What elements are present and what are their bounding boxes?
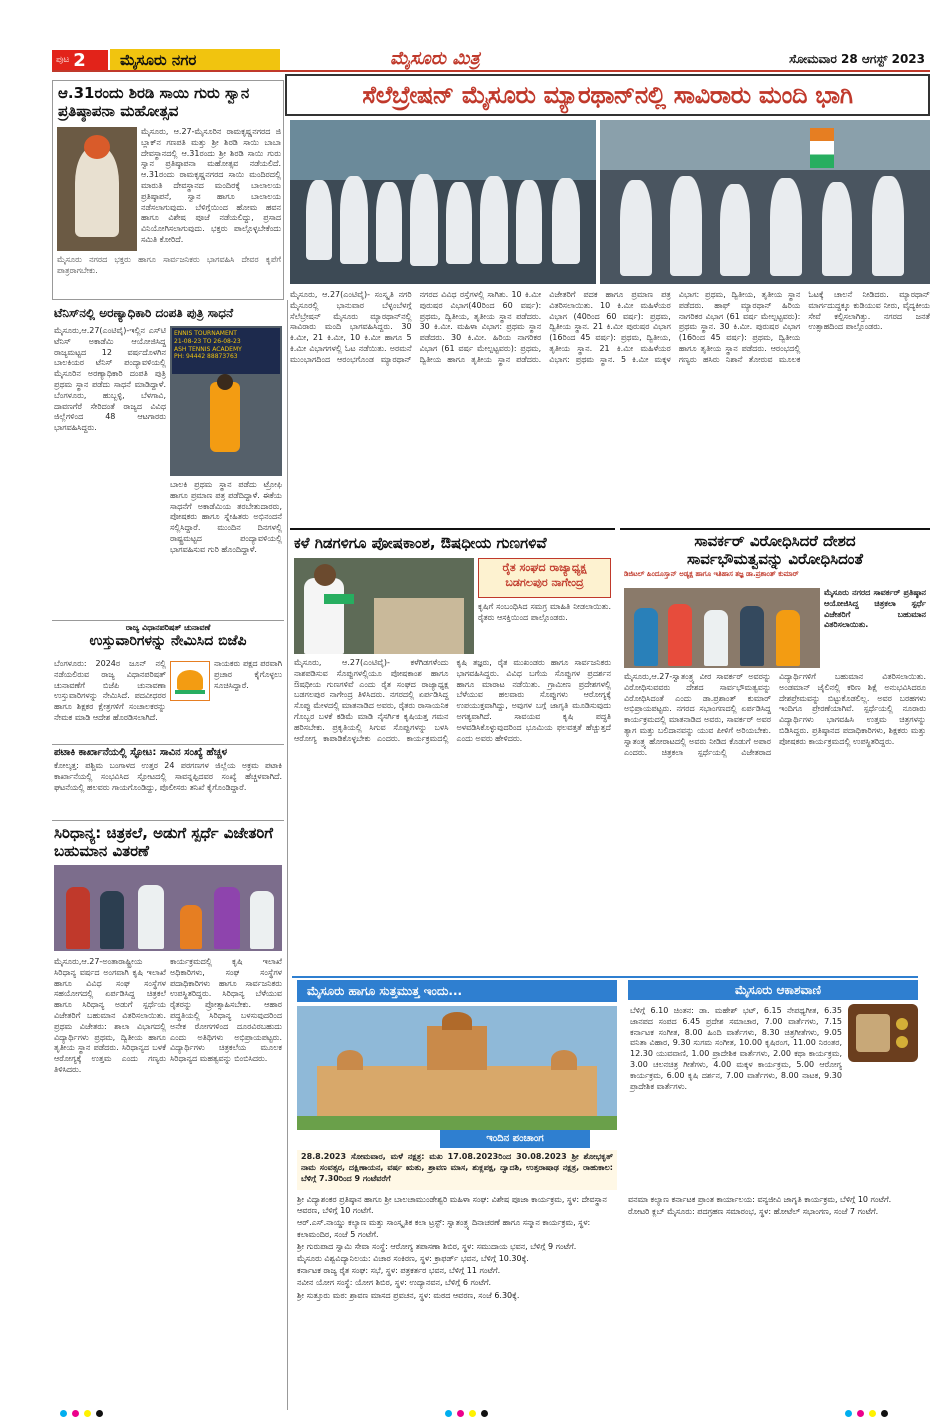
- story-siridhanya-body: ಮೈಸೂರು,ಆ.27-ಅಂತಾರಾಷ್ಟ್ರೀಯ ಸಿರಿಧಾನ್ಯ ವರ್ಷದ ಅಂಗವಾಗಿ ಕೃಷಿ ಇಲಾಖೆ ಹಾಗೂ ವಿವಿಧ ಸಂಘ ಸಂಸ್ಥೆಗಳ ಸಹಯೋಗದಲ್ಲಿ ಏರ್ಪಡಿಸಿದ್ದ ಚಿತ್ರಕಲೆ ಹಾಗೂ ಸಿರಿಧಾನ್ಯ ಅಡುಗೆ ಸ್ಪರ್ಧೆಯ ವಿಜೇತರಿಗೆ ಬಹುಮಾನ ವಿತರಿಸಲಾಯಿತು. ಪ್ರಥಮ ವಿಜೇತರು: ಶಾಲಾ ವಿಭಾಗದಲ್ಲಿ ವಿದ್ಯಾರ್ಥಿಗಳು ಪ್ರಥಮ, ದ್ವಿತೀಯ ಹಾಗೂ ತೃತೀಯ ಸ್ಥಾನ ಪಡೆದರು. ಸಿರಿಧಾನ್ಯದ ಬಳಕೆ ಆರೋಗ್ಯಕ್ಕೆ ಉತ್ತಮ ಎಂದು ಗಣ್ಯರು ತಿಳಿಸಿದರು.: [54, 957, 166, 1074]
- registration-dots-center: [445, 1410, 488, 1418]
- page-number: 2: [73, 49, 86, 71]
- story-stopper: [52, 744, 284, 816]
- story-farmer-body-top: ಕೃಷಿಗೆ ಸಂಬಂಧಿಸಿದ ಸಮಗ್ರ ಮಾಹಿತಿ ನೀಡಲಾಯಿತು. ರೈತರು ಆಸಕ್ತಿಯಿಂದ ಪಾಲ್ಗೊಂಡರು.: [478, 602, 611, 622]
- tennis-photo: [170, 326, 282, 476]
- story-farmer-subtitle: ರೈತ ಸಂಘದ ರಾಜ್ಯಾಧ್ಯಕ್ಷ ಬಡಗಲಪುರ ನಾಗೇಂದ್ರ: [478, 558, 611, 598]
- story-savarkar-caption: ಮೈಸೂರು ನಗರದ ಸಾವರ್ಕರ್ ಪ್ರತಿಷ್ಠಾನ ಆಯೋಜಿಸಿದ್ದ ಚಿತ್ರಕಲಾ ಸ್ಪರ್ಧೆ ವಿಜೇತರಿಗೆ ಬಹುಮಾನ ವಿತರಿಸಲಾಯಿತು.: [824, 588, 926, 630]
- column-rule: [287, 300, 288, 1410]
- story-bjp: [52, 620, 284, 740]
- story-shirdi: [52, 80, 284, 300]
- story-tennis-body: ಮೈಸೂರು,ಆ.27(ಎಂಟಿವೈ)-ಇಲ್ಲಿನ ಎಸ್‌ಟಿ ಟೆನಿಸ್ ಅಕಾಡೆಮಿ ಆಯೋಜಿಸಿದ್ದ ರಾಜ್ಯಮಟ್ಟದ 12 ವರ್ಷದೊಳಗಿನ ಬಾಲಕಿಯರ ಟೆನಿಸ್ ಪಂದ್ಯಾವಳಿಯಲ್ಲಿ ಮೈಸೂರಿನ ಅರಣ್ಯಾಧಿಕಾರಿ ದಂಪತಿ ಪುತ್ರಿ ಪ್ರಥಮ ಸ್ಥಾನ ಪಡೆದು ಸಾಧನೆ ಮಾಡಿದ್ದಾಳೆ. ಬೆಂಗಳೂರು, ಹುಬ್ಬಳ್ಳಿ, ಬೆಳಗಾವಿ, ದಾವಣಗೆರೆ ಸೇರಿದಂತೆ ರಾಜ್ಯದ ವಿವಿಧ ಜಿಲ್ಲೆಗಳಿಂದ 48 ಆಟಗಾರರು ಭಾಗವಹಿಸಿದ್ದರು.: [54, 326, 166, 433]
- story-farmer-title: ಕಳೆ ಗಿಡಗಳಿಗೂ ಪೋಷಕಾಂಶ, ಔಷಧೀಯ ಗುಣಗಳಿವೆ: [294, 534, 547, 552]
- girl-figure: [210, 382, 240, 452]
- marathon-photo-left: [290, 120, 596, 284]
- story-bjp-body: ಬೆಂಗಳೂರು: 2024ರ ಜೂನ್ ನಲ್ಲಿ ನಡೆಯಲಿರುವ ರಾಜ್ಯ ವಿಧಾನಪರಿಷತ್ ಚುನಾವಣೆಗೆ ಬಿಜೆಪಿ ಚುನಾವಣಾ ಉಸ್ತುವಾರಿಗಳನ್ನು ನೇಮಿಸಿದೆ. ಪದವೀಧರರ ಹಾಗೂ ಶಿಕ್ಷಕರ ಕ್ಷೇತ್ರಗಳಿಗೆ ಸಂಚಾಲಕರನ್ನು ನೇಮಕ ಮಾಡಿ ಆದೇಶ ಹೊರಡಿಸಲಾಗಿದೆ.: [54, 659, 166, 722]
- mysore-palace-photo: [297, 1006, 617, 1130]
- story-bjp-body-cont: ನಾಯಕರು ಪಕ್ಷದ ಪರವಾಗಿ ಪ್ರಚಾರ ಕೈಗೊಳ್ಳಲು ಸೂಚಿಸಿದ್ದಾರೆ.: [214, 659, 282, 690]
- radio-icon: [848, 1004, 918, 1062]
- masthead: [0, 0, 945, 71]
- paper-name: ಮೈಸೂರು ಮಿತ್ರ: [390, 48, 480, 69]
- story-savarkar-body: ಮೈಸೂರು,ಆ.27-ಸ್ವಾತಂತ್ರ್ಯ ವೀರ ಸಾವರ್ಕರ್ ಅವರನ್ನು ವಿರೋಧಿಸುವವರು ದೇಶದ ಸಾರ್ವಭೌಮತ್ವವನ್ನು ವಿರೋಧಿಸಿದಂತೆ ಎಂದು ಡಾ.ಪ್ರಶಾಂತ್ ಕುಮಾರ್ ಅಭಿಪ್ರಾಯಪಟ್ಟರು. ನಗರದ ಸಭಾಂಗಣದಲ್ಲಿ ಏರ್ಪಡಿಸಿದ್ದ ಕಾರ್ಯಕ್ರಮದಲ್ಲಿ ಮಾತನಾಡಿದ ಅವರು, ಸಾವರ್ಕರ್ ಅವರ ತ್ಯಾಗ ಮತ್ತು ಬಲಿದಾನವನ್ನು ಯುವ ಪೀಳಿಗೆ ಅರಿಯಬೇಕು. ಸ್ವಾತಂತ್ರ್ಯ ಹೋರಾಟದಲ್ಲಿ ಅವರು ನೀಡಿದ ಕೊಡುಗೆ ಅಪಾರ ಎಂದರು. ಚಿತ್ರಕಲಾ ಸ್ಪರ್ಧೆಯಲ್ಲಿ ವಿಜೇತರಾದ ವಿದ್ಯಾರ್ಥಿಗಳಿಗೆ ಬಹುಮಾನ ವಿತರಿಸಲಾಯಿತು. ಅಂಡಮಾನ್ ಜೈಲಿನಲ್ಲಿ ಕಠಿಣ ಶಿಕ್ಷೆ ಅನುಭವಿಸಿದರೂ ದೇಶಪ್ರೇಮವನ್ನು ಬಿಟ್ಟುಕೊಡಲಿಲ್ಲ. ಅವರ ಬರಹಗಳು ಇಂದಿಗೂ ಪ್ರೇರಣೆಯಾಗಿವೆ. ಸ್ಪರ್ಧೆಯಲ್ಲಿ ನೂರಾರು ವಿದ್ಯಾರ್ಥಿಗಳು ಭಾಗವಹಿಸಿ ಉತ್ತಮ ಚಿತ್ರಗಳನ್ನು ಬಿಡಿಸಿದ್ದರು. ಪ್ರತಿಷ್ಠಾನದ ಪದಾಧಿಕಾರಿಗಳು, ಶಿಕ್ಷಕರು ಮತ್ತು ಪೋಷಕರು ಕಾರ್ಯಕ್ರಮದಲ್ಲಿ ಉಪಸ್ಥಿತರಿದ್ದರು.: [624, 672, 926, 757]
- marathon-photo-right: [600, 120, 930, 284]
- panchang-heading: ಇಂದಿನ ಪಂಚಾಂಗ: [440, 1130, 590, 1148]
- story-savarkar-title-line2: ಸಾರ್ವಭೌಮತ್ವವನ್ನು ವಿರೋಧಿಸಿದಂತೆ: [686, 550, 863, 568]
- story-siridhanya-title: ಸಿರಿಧಾನ್ಯ: ಚಿತ್ರಕಲೆ, ಅಡುಗೆ ಸ್ಪರ್ಧೆ ವಿಜೇತರಿಗೆ ಬಹುಮಾನ ವಿತರಣೆ: [54, 824, 273, 860]
- list-item: ಆರ್.ಎಸ್.ನಾಯ್ಡು ಕಲ್ಯಾಣ ಮತ್ತು ಸಾಂಸ್ಕೃತಿಕ ಕಲಾ ಟ್ರಸ್ಟ್: ಸ್ವಾತಂತ್ರ್ಯ ದಿನಾಚರಣೆ ಹಾಗೂ ಸನ್ಮಾನ ಕಾರ್ಯಕ್ರಮ, ಸ್ಥಳ: ಕಲಾಮಂದಿರ, ಸಂಜೆ 5 ಗಂಟೆಗೆ.: [297, 1218, 591, 1239]
- akashavani-body: ಬೆಳಿಗ್ಗೆ 6.10 ಚಿಂತನ: ಡಾ. ಮಹೇಶ್ ಭಟ್, 6.15 ನೇಪಥ್ಯಗೀತ, 6.35 ಜಾನಪದ ಸಂಪದ 6.45 ಪ್ರದೇಶ ಸಮಾಚಾರ, 7.00 ವಾರ್ತೆಗಳು, 7.15 ಕರ್ನಾಟಕ ಸಂಗೀತ, 8.00 ಹಿಂದಿ ವಾರ್ತೆಗಳು, 8.30 ಚಿತ್ರಗೀತೆಗಳು, 9.05 ವನಿತಾ ವಿಹಾರ, 9.30 ಸುಗಮ ಸಂಗೀತ, 10.00 ಕೃಷಿರಂಗ, 11.00 ನಿರಂತರ, 12.30 ಯುವವಾಣಿ, 1.00 ಪ್ರಾದೇಶಿಕ ವಾರ್ತೆಗಳು, 2.00 ಕಥಾ ಕಾರ್ಯಕ್ರಮ, 3.00 ಚಲನಚಿತ್ರ ಗೀತೆಗಳು, 4.00 ಮಕ್ಕಳ ಕಾರ್ಯಕ್ರಮ, 5.00 ಆರೋಗ್ಯ ಕಾರ್ಯಕ್ರಮ, 6.00 ಕೃಷಿ ದರ್ಶನ, 7.00 ವಾರ್ತೆಗಳು, 8.00 ನಾಟಕ, 9.30 ಪ್ರಾದೇಶಿಕ ವಾರ್ತೆಗಳು.: [630, 1006, 842, 1091]
- story-stopper-title: ಪಟಾಕಿ ಕಾರ್ಖಾನೆಯಲ್ಲಿ ಸ್ಫೋಟ: ಸಾವಿನ ಸಂಖ್ಯೆ ಹೆಚ್ಚಳ: [54, 747, 228, 758]
- savarkar-photo: [624, 588, 820, 668]
- page-tag: [52, 50, 108, 70]
- tournament-banner: ENNIS TOURNAMENT 21-08-23 TO 26-08-23 ASH TENNIS ACADEMY PH: 94442 88873763: [172, 328, 280, 374]
- akashavani-heading: ಮೈಸೂರು ಆಕಾಶವಾಣಿ: [628, 980, 918, 1000]
- listing-rule: [292, 976, 918, 978]
- story-marathon-body: ಮೈಸೂರು, ಆ.27(ಎಂಟಿವೈ)- ಸಂಸ್ಕೃತಿ ನಗರಿ ಮೈಸೂರಲ್ಲಿ ಭಾನುವಾರ ಬೆಳ್ಳಂಬೆಳಗ್ಗೆ ಸೆಲೆಬ್ರೇಷನ್ ಮೈಸೂರು ಮ್ಯಾರಥಾನ್‌ನಲ್ಲಿ ಸಾವಿರಾರು ಮಂದಿ ಭಾಗವಹಿಸಿದ್ದರು. 30 ಕಿ.ಮೀ, 21 ಕಿ.ಮೀ, 10 ಕಿ.ಮೀ ಹಾಗೂ 5 ಕಿ.ಮೀ ವಿಭಾಗಗಳಲ್ಲಿ ಓಟ ನಡೆಯಿತು. ಅರಮನೆ ಮುಂಭಾಗದಿಂದ ಆರಂಭಗೊಂಡ ಮ್ಯಾರಥಾನ್ ನಗರದ ವಿವಿಧ ರಸ್ತೆಗಳಲ್ಲಿ ಸಾಗಿತು. 10 ಕಿ.ಮೀ ಪುರುಷರ ವಿಭಾಗ(40ರಿಂದ 60 ವರ್ಷ): ಪ್ರಥಮ, ದ್ವಿತೀಯ, ತೃತೀಯ ಸ್ಥಾನ ಪಡೆದರು. 30 ಕಿ.ಮೀ. ಮಹಿಳಾ ವಿಭಾಗ: ಪ್ರಥಮ ಸ್ಥಾನ ಪಡೆದರು. 30 ಕಿ.ಮೀ. ಹಿರಿಯ ನಾಗರಿಕರ ವಿಭಾಗ (61 ವರ್ಷ ಮೇಲ್ಪಟ್ಟವರು): ಪ್ರಥಮ, ದ್ವಿತೀಯ ಹಾಗೂ ತೃತೀಯ ಸ್ಥಾನ ಪಡೆದರು. ವಿಜೇತರಿಗೆ ಪದಕ ಹಾಗೂ ಪ್ರಮಾಣ ಪತ್ರ ವಿತರಿಸಲಾಯಿತು. 10 ಕಿ.ಮೀ ಮಹಿಳೆಯರ ವಿಭಾಗ (40ರಿಂದ 60 ವರ್ಷ): ಪ್ರಥಮ, ದ್ವಿತೀಯ ಸ್ಥಾನ. 21 ಕಿ.ಮೀ ಪುರುಷರ ವಿಭಾಗ (16ರಿಂದ 45 ವರ್ಷ): ಪ್ರಥಮ, ದ್ವಿತೀಯ, ತೃತೀಯ ಸ್ಥಾನ. 21 ಕಿ.ಮೀ ಮಹಿಳೆಯರ ವಿಭಾಗ: ಪ್ರಥಮ ಸ್ಥಾನ. 5 ಕಿ.ಮೀ ಮಕ್ಕಳ ವಿಭಾಗ: ಪ್ರಥಮ, ದ್ವಿತೀಯ, ತೃತೀಯ ಸ್ಥಾನ ಪಡೆದರು. ಹಾಫ್ ಮ್ಯಾರಥಾನ್ ಹಿರಿಯ ನಾಗರಿಕರ ವಿಭಾಗ (61 ವರ್ಷ ಮೇಲ್ಪಟ್ಟವರು): ಪ್ರಥಮ ಸ್ಥಾನ. 30 ಕಿ.ಮೀ. ಪುರುಷರ ವಿಭಾಗ (16ರಿಂದ 45 ವರ್ಷ): ಪ್ರಥಮ, ದ್ವಿತೀಯ ಹಾಗೂ ತೃತೀಯ ಸ್ಥಾನ ಪಡೆದರು. ಆರಂಭದಲ್ಲಿ ಗಣ್ಯರು ಹಸಿರು ನಿಶಾನೆ ತೋರುವ ಮೂಲಕ ಓಟಕ್ಕೆ ಚಾಲನೆ ನೀಡಿದರು. ಮ್ಯಾರಥಾನ್ ಮಾರ್ಗದುದ್ದಕ್ಕೂ ಕುಡಿಯುವ ನೀರು, ವೈದ್ಯಕೀಯ ಸೇವೆ ಕಲ್ಪಿಸಲಾಗಿತ್ತು. ನಗರದ ಜನತೆ ಉತ್ಸಾಹದಿಂದ ಪಾಲ್ಗೊಂಡರು.: [290, 290, 930, 364]
- story-stopper-body: ಕೋಲ್ಕತ್ತ: ಪಶ್ಚಿಮ ಬಂಗಾಳದ ಉತ್ತರ 24 ಪರಗಣಗಳ ಜಿಲ್ಲೆಯ ಅಕ್ರಮ ಪಟಾಕಿ ಕಾರ್ಖಾನೆಯಲ್ಲಿ ಸಂಭವಿಸಿದ ಸ್ಫೋಟದಲ್ಲಿ ಸಾವನ್ನಪ್ಪಿದವರ ಸಂಖ್ಯೆ ಹೆಚ್ಚಳವಾಗಿದೆ. ಘಟನೆಯಲ್ಲಿ ಹಲವರು ಗಾಯಗೊಂಡಿದ್ದು, ಪೊಲೀಸರು ತನಿಖೆ ಕೈಗೊಂಡಿದ್ದಾರೆ.: [54, 761, 282, 792]
- listings-heading: ಮೈಸೂರು ಹಾಗೂ ಸುತ್ತಮುತ್ತ ಇಂದು...: [297, 980, 617, 1002]
- paper-date: ಸೋಮವಾರ 28 ಆಗಸ್ಟ್ 2023: [789, 52, 925, 66]
- listings-items-left: [297, 1194, 617, 1406]
- story-siridhanya: [52, 820, 284, 1406]
- story-farmer: [290, 528, 615, 968]
- sai-baba-photo: [57, 127, 137, 251]
- story-savarkar-title-line1: ಸಾವರ್ಕರ್ ವಿರೋಧಿಸಿದರೆ ದೇಶದ: [694, 532, 856, 550]
- story-bjp-kicker: ರಾಜ್ಯ ವಿಧಾನಪರಿಷತ್ ಚುನಾವಣೆ: [125, 623, 211, 632]
- listings-items-right: [628, 1194, 918, 1406]
- flag-icon: [810, 128, 834, 168]
- list-item: ಶ್ರೀ ವಿದ್ಯಾಶಂಕರ ಪ್ರತಿಷ್ಠಾನ ಹಾಗೂ ಶ್ರೀ ಬಾಲಚಾಮುಂಡೇಶ್ವರಿ ಮಹಿಳಾ ಸಂಘ: ವಿಶೇಷ ಪೂಜಾ ಕಾರ್ಯಕ್ರಮ, ಸ್ಥಳ: ದೇವಸ್ಥಾನ ಆವರಣ, ಬೆಳಿಗ್ಗೆ 10 ಗಂಟೆಗೆ.: [297, 1195, 607, 1216]
- panchang-text: 28.8.2023 ಸೋಮವಾರ, ಮಳೆ ನಕ್ಷತ್ರ: ಮಖ 17.08.2023ರಿಂದ 30.08.2023 ಶ್ರೀ ಶೋಭಕೃತ್ ನಾಮ ಸಂವತ್ಸರ, ದಕ್ಷಿಣಾಯನ, ವರ್ಷ ಋತು, ಶ್ರಾವಣ ಮಾಸ, ಶುಕ್ಲಪಕ್ಷ, ದ್ವಾದಶಿ, ಉತ್ತರಾಷಾಢ ನಕ್ಷತ್ರ, ರಾಹುಕಾಲ: ಬೆಳಿಗ್ಗೆ 7.30ರಿಂದ 9 ಗಂಟೆವರೆಗೆ: [297, 1150, 617, 1190]
- story-shirdi-title: ಆ.31ರಂದು ಶಿರಡಿ ಸಾಯಿ ಗುರು ಸ್ವಾನ ಪ್ರತಿಷ್ಠಾಪನಾ ಮಹೋತ್ಸವ: [58, 84, 250, 120]
- bjp-lotus-logo: [170, 661, 210, 701]
- masthead-rule: [52, 70, 930, 72]
- list-item: ವನಮಾ ಕಲ್ಯಾಣ ಕರ್ನಾಟಕ ಪ್ರಾಂತ ಕಾರ್ಯಾಲಯ: ವನ್ಯಜೀವಿ ಜಾಗೃತಿ ಕಾರ್ಯಕ್ರಮ, ಬೆಳಿಗ್ಗೆ 10 ಗಂಟೆಗೆ.: [628, 1195, 892, 1204]
- siridhanya-photo: [54, 865, 282, 951]
- list-item: ಕರ್ನಾಟಕ ರಾಜ್ಯ ರೈತ ಸಂಘ: ಸಭೆ, ಸ್ಥಳ: ಪತ್ರಕರ್ತರ ಭವನ, ಬೆಳಿಗ್ಗೆ 11 ಗಂಟೆಗೆ.: [297, 1266, 501, 1276]
- list-item: ಶ್ರೀ ಸುತ್ತೂರು ಮಠ: ಶ್ರಾವಣ ಮಾಸದ ಪ್ರವಚನ, ಸ್ಥಳ: ಮಠದ ಆವರಣ, ಸಂಜೆ 6.30ಕ್ಕೆ.: [297, 1290, 520, 1300]
- section-name: ಮೈಸೂರು ನಗರ: [110, 49, 280, 71]
- list-item: ಮೈಸೂರು ವಿಶ್ವವಿದ್ಯಾನಿಲಯ: ವಿಚಾರ ಸಂಕಿರಣ, ಸ್ಥಳ: ಕ್ರಾಫರ್ಡ್ ಭವನ, ಬೆಳಿಗ್ಗೆ 10.30ಕ್ಕೆ.: [297, 1253, 529, 1263]
- registration-dots-right: [845, 1410, 888, 1418]
- story-farmer-body: ಮೈಸೂರು, ಆ.27(ಎಂಟಿವೈ)- ಕಳೆಗಿಡಗಳೆಂದು ನಾಶಪಡಿಸುವ ಸೊಪ್ಪುಗಳಲ್ಲಿಯೂ ಪೋಷಕಾಂಶ ಹಾಗೂ ಔಷಧೀಯ ಗುಣಗಳಿವೆ ಎಂದು ರೈತ ಸಂಘದ ರಾಜ್ಯಾಧ್ಯಕ್ಷ ಬಡಗಲಪುರ ನಾಗೇಂದ್ರ ತಿಳಿಸಿದರು. ನಗರದಲ್ಲಿ ಏರ್ಪಡಿಸಿದ್ದ ಸೊಪ್ಪು ಮೇಳದಲ್ಲಿ ಮಾತನಾಡಿದ ಅವರು, ರೈತರು ರಾಸಾಯನಿಕ ಗೊಬ್ಬರ ಬಳಕೆ ಕಡಿಮೆ ಮಾಡಿ ನೈಸರ್ಗಿಕ ಕೃಷಿಯತ್ತ ಗಮನ ಹರಿಸಬೇಕು. ಪ್ರಕೃತಿಯಲ್ಲಿ ಸಿಗುವ ಸೊಪ್ಪುಗಳನ್ನು ಬಳಸಿ ಆರೋಗ್ಯ ಕಾಪಾಡಿಕೊಳ್ಳಬೇಕು ಎಂದರು. ಕಾರ್ಯಕ್ರಮದಲ್ಲಿ ಕೃಷಿ ತಜ್ಞರು, ರೈತ ಮುಖಂಡರು ಹಾಗೂ ಸಾರ್ವಜನಿಕರು ಭಾಗವಹಿಸಿದ್ದರು. ವಿವಿಧ ಬಗೆಯ ಸೊಪ್ಪುಗಳ ಪ್ರದರ್ಶನ ಹಾಗೂ ಮಾರಾಟ ನಡೆಯಿತು. ಗ್ರಾಮೀಣ ಪ್ರದೇಶಗಳಲ್ಲಿ ಬೆಳೆಯುವ ಹಲವಾರು ಸೊಪ್ಪುಗಳು ಆರೋಗ್ಯಕ್ಕೆ ಉಪಯುಕ್ತವಾಗಿದ್ದು, ಅವುಗಳ ಬಗ್ಗೆ ಜಾಗೃತಿ ಮೂಡಿಸುವುದು ಅಗತ್ಯವಾಗಿದೆ. ಸಾವಯವ ಕೃಷಿ ಪದ್ಧತಿ ಅಳವಡಿಸಿಕೊಳ್ಳುವುದರಿಂದ ಭೂಮಿಯ ಫಲವತ್ತತೆ ಹೆಚ್ಚುತ್ತದೆ ಎಂದು ಅವರು ಹೇಳಿದರು.: [294, 658, 611, 743]
- list-item: ರೋಟರಿ ಕ್ಲಬ್ ಮೈಸೂರು: ಪದಗ್ರಹಣ ಸಮಾರಂಭ, ಸ್ಥಳ: ಹೋಟೆಲ್ ಸಭಾಂಗಣ, ಸಂಜೆ 7 ಗಂಟೆಗೆ.: [628, 1207, 879, 1217]
- list-item: ಶ್ರೀ ಗುರುಪಾದ ಸ್ವಾಮಿ ಸೇವಾ ಸಂಸ್ಥೆ: ಆರೋಗ್ಯ ತಪಾಸಣಾ ಶಿಬಿರ, ಸ್ಥಳ: ಸಮುದಾಯ ಭವನ, ಬೆಳಿಗ್ಗೆ 9 ಗಂಟೆಗೆ.: [297, 1241, 577, 1251]
- story-siridhanya-body-cont: ಕಾರ್ಯಕ್ರಮದಲ್ಲಿ ಕೃಷಿ ಇಲಾಖೆ ಅಧಿಕಾರಿಗಳು, ಸಂಘ ಸಂಸ್ಥೆಗಳ ಪದಾಧಿಕಾರಿಗಳು ಹಾಗೂ ಸಾರ್ವಜನಿಕರು ಉಪಸ್ಥಿತರಿದ್ದರು. ಸಿರಿಧಾನ್ಯ ಬೆಳೆಯುವ ರೈತರನ್ನು ಪ್ರೋತ್ಸಾಹಿಸಬೇಕು. ಆಹಾರ ಪದ್ಧತಿಯಲ್ಲಿ ಸಿರಿಧಾನ್ಯ ಬಳಸುವುದರಿಂದ ಅನೇಕ ರೋಗಗಳಿಂದ ದೂರವಿರಬಹುದು ಎಂದು ಅತಿಥಿಗಳು ಅಭಿಪ್ರಾಯಪಟ್ಟರು. ವಿದ್ಯಾರ್ಥಿಗಳು ಚಿತ್ರಕಲೆಯ ಮೂಲಕ ಸಿರಿಧಾನ್ಯದ ಮಹತ್ವವನ್ನು ಬಿಂಬಿಸಿದರು.: [170, 957, 282, 1064]
- story-tennis-body-cont: ಬಾಲಕಿ ಪ್ರಥಮ ಸ್ಥಾನ ಪಡೆದು ಟ್ರೋಫಿ ಹಾಗೂ ಪ್ರಮಾಣ ಪತ್ರ ಪಡೆದಿದ್ದಾಳೆ. ಈಕೆಯ ಸಾಧನೆಗೆ ಅಕಾಡೆಮಿಯ ತರಬೇತುದಾರರು, ಪೋಷಕರು ಹಾಗೂ ಸ್ನೇಹಿತರು ಅಭಿನಂದನೆ ಸಲ್ಲಿಸಿದ್ದಾರೆ. ಮುಂದಿನ ದಿನಗಳಲ್ಲಿ ರಾಷ್ಟ್ರಮಟ್ಟದ ಪಂದ್ಯಾವಳಿಯಲ್ಲಿ ಭಾಗವಹಿಸುವ ಗುರಿ ಹೊಂದಿದ್ದಾಳೆ.: [170, 480, 282, 554]
- story-shirdi-body-right: ಮೈಸೂರು, ಆ.27-ಮೈಸೂರಿನ ರಾಮಕೃಷ್ಣನಗರದ ಜಿ ಬ್ಲಾಕ್‌ನ ಗಣಪತಿ ಮತ್ತು ಶ್ರೀ ಶಿರಡಿ ಸಾಯಿ ಬಾಬಾ ದೇವಸ್ಥಾನದಲ್ಲಿ ಆ.31ರಂದು ಶ್ರೀ ಶಿರಡಿ ಸಾಯಿ ಗುರು ಸ್ವಾನ ಪ್ರತಿಷ್ಠಾಪನಾ ಮಹೋತ್ಸವ ನಡೆಯಲಿದೆ. ಆ.31ರಂದು ರಾಮಕೃಷ್ಣನಗರದ ಸಾಯಿ ಮಂದಿರದಲ್ಲಿ ಮಾರುತಿ ದೇವಸ್ಥಾನದ ಮಂದಿರಕ್ಕೆ ಬಾಲಾಲಯ ಪ್ರತಿಷ್ಠಾಪನೆ, ಸ್ವಾನ ಹಾಗೂ ಬಾಲಾಲಯ ನಡೆಸಲಾಗುವುದು. ಬೆಳಿಗ್ಗೆಯಿಂದ ಹೋಮ ಹವನ ಹಾಗೂ ವಿಶೇಷ ಪೂಜೆ ನಡೆಯಲಿದ್ದು, ಪ್ರಸಾದ ವಿನಿಯೋಗಿಸಲಾಗುವುದು. ಭಕ್ತರು ಪಾಲ್ಗೊಳ್ಳಬೇಕೆಂದು ಸಮಿತಿ ಕೋರಿದೆ.: [141, 127, 281, 244]
- story-tennis-title: ಟೆನಿಸ್‌ನಲ್ಲಿ ಅರಣ್ಯಾಧಿಕಾರಿ ದಂಪತಿ ಪುತ್ರಿ ಸಾಧನೆ: [54, 306, 234, 320]
- page-label: ಪುಟ: [56, 55, 70, 65]
- banner-headline: ಸೆಲೆಬ್ರೇಷನ್ ಮೈಸೂರು ಮ್ಯಾರಥಾನ್‌ನಲ್ಲಿ ಸಾವಿರಾರು ಮಂದಿ ಭಾಗಿ: [285, 74, 930, 116]
- farmer-photo: [294, 558, 474, 654]
- registration-dots-left: [60, 1410, 103, 1418]
- story-bjp-title: ಉಸ್ತುವಾರಿಗಳನ್ನು ನೇಮಿಸಿದ ಬಿಜೆಪಿ: [89, 633, 247, 649]
- story-tennis: [52, 304, 284, 614]
- story-savarkar-kicker: ಡಿಜಿಟಲ್ ಹಿಂದೂಸ್ತಾನ್ ಅಡ್ಯಕ್ಷ ಹಾಗೂ ಇತಿಹಾಸ ತಜ್ಞ ಡಾ.ಪ್ರಶಾಂತ್ ಕುಮಾರ್: [624, 570, 799, 578]
- story-savarkar: [620, 528, 930, 968]
- list-item: ನವೀನ ಯೋಗ ಸಂಸ್ಥೆ: ಯೋಗ ಶಿಬಿರ, ಸ್ಥಳ: ಉದ್ಯಾನವನ, ಬೆಳಿಗ್ಗೆ 6 ಗಂಟೆಗೆ.: [297, 1278, 492, 1288]
- story-shirdi-body-cont: ಮೈಸೂರು ನಗರದ ಭಕ್ತರು ಹಾಗೂ ಸಾರ್ವಜನಿಕರು ಭಾಗವಹಿಸಿ ದೇವರ ಕೃಪೆಗೆ ಪಾತ್ರರಾಗಬೇಕು.: [57, 255, 281, 275]
